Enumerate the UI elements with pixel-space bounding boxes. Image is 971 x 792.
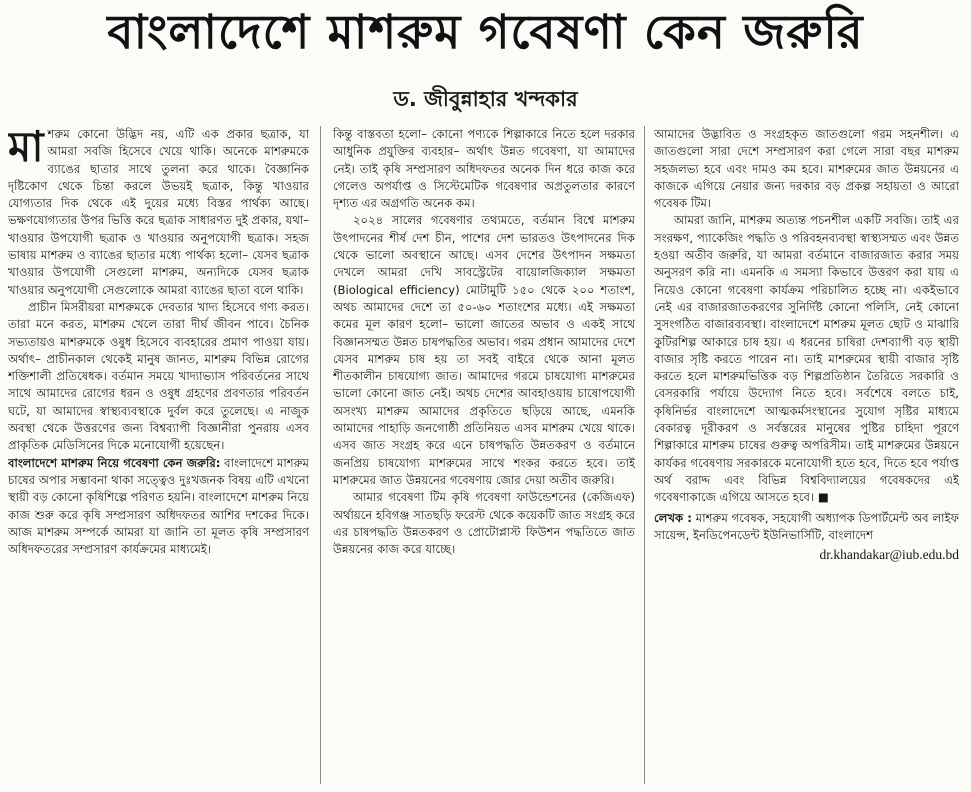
paragraph: ২০২৪ সালের গবেষণার তথ্যমতে, বর্তমান বিশ্বে মাশরুম উৎপাদনের শীর্ষ দেশ চীন, পাশের দেশ ভারতও উৎপাদনের দিক থেকে ভালো অবস্থানে আছে। এসব দেশের উৎপাদন সক্ষমতা দেখলে আমরা দেখি সাবস্ট্রেটের বায়োলজিক্যাল সক্ষমতা (Biological efficiency) মোটামুটি ১৫০ থেকে ২০০ শতাংশ, অথচ আমাদের দেশে তা ৫০-৬০ শতাংশের মধ্যে। এই সক্ষমতা কমের মূল কারণ হলো– ভালো জাতের অভাব ও একই সাথে বিজ্ঞানসম্মত উন্নত চাষপদ্ধতির অভাব। গরম প্রধান আমাদের দেশে যেসব মাশরুম চাষ হয় তা সবই বাইরে থেকে আনা মূলত শীতকালীন চাষযোগ্য জাত। আমাদের গরমে চাষযোগ্য মাশরুমের ভালো কোনো জাত নেই। অথচ দেশের আবহাওয়ায় চাষোপযোগী অসংখ্য মাশরুম আমাদের প্রকৃতিতে ছড়িয়ে আছে, এমনকি আমাদের পাহাড়ি জনগোষ্ঠী প্রতিনিয়ত এসব মাশরুম খেয়ে থাকে। এসব জাত সংগ্রহ করে এনে চাষপদ্ধতি উন্নতকরণ ও বর্তমানে জনপ্রিয় চাষযোগ্য মাশরুমের সাথে শংকর করতে হবে। তাই মাশরুমের জাত উন্নয়নের গবেষণায় জোর দেয়া অতীব জরুরি। <box>333 213 635 487</box>
author-email: dr.khandakar@iub.edu.bd <box>819 547 959 563</box>
column-divider <box>644 126 645 784</box>
end-mark: ■ <box>817 490 829 505</box>
paragraph <box>8 126 309 299</box>
subheading: বাংলাদেশে মাশরুম নিয়ে গবেষণা কেন জরুরি: <box>8 455 221 470</box>
author-byline: ড. জীবুন্নাহার খন্দকার <box>393 87 578 111</box>
paragraph: প্রাচীন মিসরীয়রা মাশরুমকে দেবতার খাদ্য হিসেবে গণ্য করত। তারা মনে করত, মাশরুম খেলে তারা দীর্ঘ জীবন পাবে। চৈনিক সভ্যতায়ও মাশরুমকে ওষুধ হিসেবে ব্যবহারের প্রমাণ পাওয়া যায়। অর্থাৎ– প্রাচীনকাল থেকেই মানুষ জানত, মাশরুম বিভিন্ন রোগের শক্তিশালী প্রতিষেধক। বর্তমান সময়ে খাদ্যাভ্যাস পরিবর্তনের সাথে সাথে আমাদের রোগের ধরন ও ওষুধ গ্রহণের প্রবণতার পরিবর্তন ঘটে, যা আমাদের স্বাস্থ্যব্যবস্থাকে দুর্বল করে তুলেছে। এ নাজুক অবস্থা থেকে উত্তরণের জন্য বিশ্বব্যাপী বিজ্ঞানীরা পুনরায় এসব প্রাকৃতিক মেডিসিনের দিকে মনোযোগী হয়েছেন। <box>8 299 309 453</box>
author-description: মাশরুম গবেষক, সহযোগী অধ্যাপক ডিপার্টমেন্ট অব লাইফ সায়েন্স, ইনডিপেনডেন্ট ইউনিভার্সিটি, বাংলাদেশ <box>654 510 959 542</box>
paragraph-text: বাংলাদেশে মাশরুম চাষের অপার সম্ভাবনা থাকা সত্ত্বেও দুঃখজনক বিষয় এটি এখনো স্থায়ী বড় কোনো কৃষিশিল্পে পরিণত হয়নি। বাংলাদেশে মাশরুম নিয়ে কাজ শুরু করে কৃষি সম্প্রসারণ অধিদফতর আশির দশকের দিকে। আজ মাশরুম সম্পর্কে আমরা যা জানি তা মূলত কৃষি সম্প্রসারণ অধিদফতরের সম্প্রসারণ কার্যক্রমের মাধ্যমেই। <box>8 455 309 557</box>
drop-cap: মা <box>8 126 44 171</box>
paragraph: কিন্তু বাস্তবতা হলো– কোনো পণ্যকে শিল্পাকারে নিতে হলে দরকার আধুনিক প্রযুক্তির ব্যবহার– অর্থাৎ উন্নত গবেষণা, যা আমাদের নেই। তাই কৃষি সম্প্রসারণ অধিদফতর অনেক দিন ধরে কাজ করে গেলেও অপর্যাপ্ত ও সিস্টেমেটিক গবেষণার অপ্রতুলতার কারণে দৃশ্যত এর অগ্রগতি অনেক কম। <box>333 127 635 211</box>
headline: বাংলাদেশে মাশরুম গবেষণা কেন জরুরি <box>107 5 864 60</box>
paragraph-text: আমরা জানি, মাশরুম অত্যন্ত পচনশীল একটি সবজি। তাই এর সংরক্ষণ, প্যাকেজিং পদ্ধতি ও পরিবহনব্যবস্থা স্বাস্থ্যসম্মত এবং উন্নত হওয়া অতীব জরুরি, যা আমরা বর্তমানে বাজারজাত করার সময় অনুসরণ করি না। এমনকি এ সমস্যা কিভাবে উত্তরণ করা যায় এ নিয়েও কোনো গবেষণা কার্যক্রম পরিচালিত হচ্ছে না। একইভাবে নেই এর বাজারজাতকরণের সুনির্দিষ্ট কোনো পলিসি, নেই কোনো সুসংগঠিত বাজারব্যবস্থা। বাংলাদেশে মাশরুম মূলত ছোট ও মাঝারি কুটিরশিল্প আকারে চাষ হয়। এ ধরনের চাষিরা দেশব্যাপী বড় স্থায়ী বাজার সৃষ্টি করতে পারেন না। তাই মাশরুমের স্থায়ী বাজার সৃষ্টি করতে হলে মাশরুমভিত্তিক বড় শিল্পপ্রতিষ্ঠান তৈরিতে সরকারি ও বেসরকারি পর্যায়ে উদ্যোগ নিতে হবে। সর্বশেষে বলতে চাই, কৃষিনির্ভর বাংলাদেশে আত্মকর্মসংস্থানের সুযোগ সৃষ্টির মাধ্যমে বেকারত্ব দূরীকরণ ও সর্বস্তরের মানুষের পুষ্টির চাহিদা পূরণে শিল্পাকারে মাশরুম চাষের গুরুত্ব অপরিসীম। তাই মাশরুমের উন্নয়নে কার্যকর গবেষণায় সরকারকে মনোযোগী হতে হবে, দিতে হবে পর্যাপ্ত অর্থ বরাদ্দ এবং বিভিন্ন বিশ্ববিদ্যালয়ের গবেষকদের এই গবেষণাকাজে এগিয়ে আসতে হবে। <box>654 213 959 505</box>
paragraph: আমার গবেষণা টিম কৃষি গবেষণা ফাউন্ডেশনের (কেজিএফ) অর্থায়নে হবিগঞ্জ সাতছড়ি ফরেস্ট থেকে কয়েকটি জাত সংগ্রহ করে এর চাষপদ্ধতি উন্নতকরণ ও প্রোটোপ্লাস্ট ফিউশন পদ্ধতিতে জাত উন্নয়নের কাজ করে যাচ্ছে। <box>333 490 635 557</box>
paragraph-text: শরুম কোনো উদ্ভিদ নয়, এটি এক প্রকার ছত্রাক, যা আমরা সবজি হিসেবে খেয়ে থাকি। অনেকে মাশরুমকে ব্যাঙের ছাতার সাথে তুলনা করে থাকে। বৈজ্ঞানিক দৃষ্টিকোণ থেকে চিন্তা করলে উভয়ই ছত্রাক, কিন্তু খাওয়ার যোগ্যতার দিক থেকে এই দুয়ের মধ্যে বিস্তর পার্থক্য আছে। ভক্ষণযোগ্যতার উপর ভিত্তি করে ছত্রাক সাধারণত দুই প্রকার, যথা– খাওয়ার উপযোগী ছত্রাক ও খাওয়ার অনুপযোগী ছত্রাক। সহজ ভাষায় মাশরুম ও ব্যাঙের ছাতার মধ্যে পার্থক্য হলো– যেসব ছত্রাক খাওয়ার উপযোগী সেগুলো মাশরুম, অন্যদিকে যেসব ছত্রাক খাওয়ার অনুপযোগী সেগুলোকে আমরা ব্যাঙের ছাতা বলে থাকি। <box>8 127 309 297</box>
column-2 <box>333 126 635 786</box>
paragraph <box>8 455 309 559</box>
author-note <box>654 510 959 545</box>
paragraph <box>654 212 959 506</box>
column-divider <box>320 126 321 784</box>
paragraph: আমাদের উদ্ভাবিত ও সংগ্রহকৃত জাতগুলো গরম সহনশীল। এ জাতগুলো সারা দেশে সম্প্রসারণ করা গেলে সারা বছর মাশরুম সহজলভ্য হবে এবং দামও কম হবে। মাশরুমের জাত উন্নয়নের এ কাজকে এগিয়ে নেয়ার জন্য দরকার বড় প্রকল্প সহায়তা ও আরো গবেষক টিম। <box>654 127 959 211</box>
author-label: লেখক : <box>654 510 692 525</box>
column-1 <box>8 126 309 786</box>
column-3 <box>654 126 959 786</box>
